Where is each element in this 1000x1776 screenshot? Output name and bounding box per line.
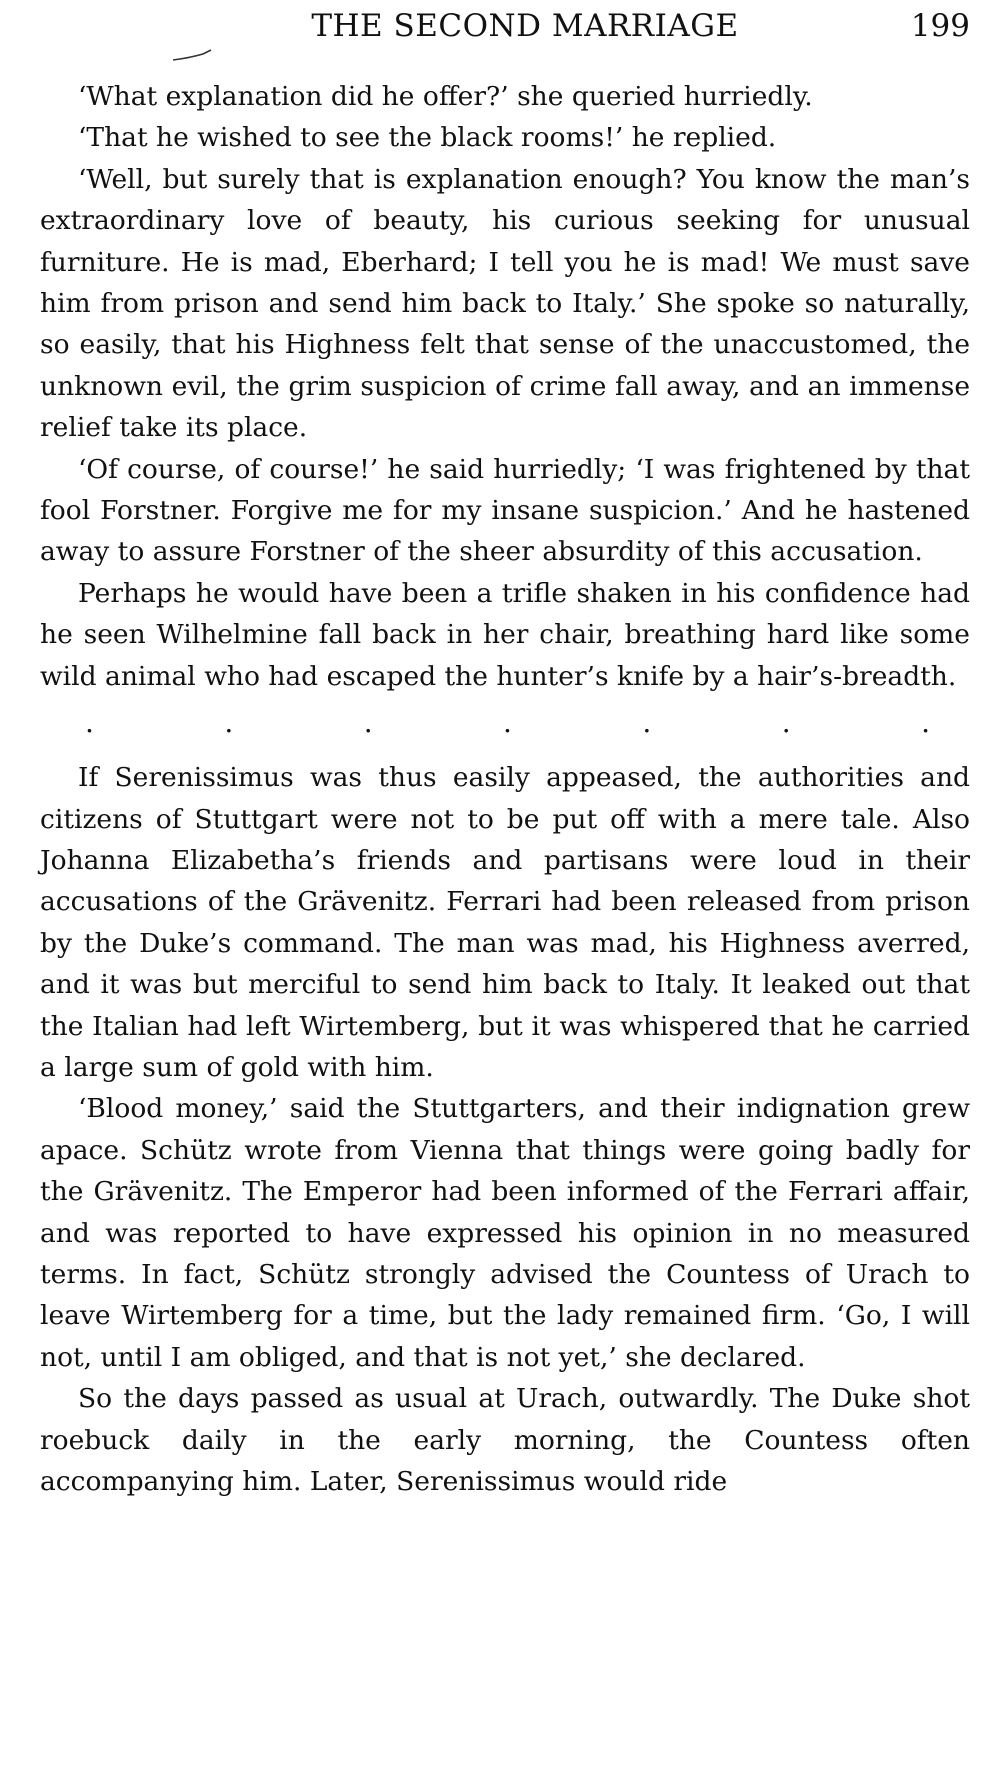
paragraph-4: ‘Of course, of course!’ he said hurriedly; ‘I was frightened by that fool Forstner. Forgive me for my insane suspicion.’ And he hastened away to assure Forstner of the sheer absurdity of this accusation. — [40, 453, 970, 568]
section-break-dot: . — [921, 706, 930, 740]
section-break-dot: . — [363, 706, 373, 740]
paragraph-5: Perhaps he would have been a trifle shaken in his confidence had he seen Wilhelmine fall back in her chair, breathing hard like some wild animal who had escaped the hunter’s knife by a hair’s-breadth. — [40, 577, 970, 692]
stray-ink-mark — [167, 44, 227, 66]
paragraph-8: So the days passed as usual at Urach, outwardly. The Duke shot roebuck daily in the early morning, the Countess often accompanying him. Later, Serenissimus would ride — [40, 1383, 970, 1497]
page-number: 199 — [910, 8, 970, 44]
body-text — [40, 76, 970, 1502]
section-break-dot: . — [781, 706, 791, 740]
section-break-dot: . — [642, 706, 652, 740]
paragraph-2: ‘That he wished to see the black rooms!’ he replied. — [78, 122, 777, 154]
paragraph-1: ‘What explanation did he offer?’ she queried hurriedly. — [78, 81, 813, 112]
section-break-dot: . — [224, 706, 234, 740]
book-page — [40, 0, 970, 1776]
section-break-dot: . — [85, 706, 94, 740]
paragraph-6: If Serenissimus was thus easily appeased, the authorities and citizens of Stuttgart were not to be put off with a mere tale. Also Johanna Elizabetha’s friends and partisans were loud in their accusations of the Grävenitz. Ferrari had been released from prison by the Duke’s command. The man was mad, his Highness averred, and it was but merciful to send him back to Italy. It leaked out that the Italian had left Wirtemberg, but it was whispered that he carried a large sum of gold with him. — [40, 762, 970, 1083]
section-break-dot: . — [503, 706, 512, 740]
section-break — [40, 697, 970, 749]
paragraph-3: ‘Well, but surely that is explanation enough? You know the man’s extraordinary love of beauty, his curious seeking for unusual furniture. He is mad, Eberhard; I tell you he is mad! We must save him from prison and send him back to Italy.’ She spoke so naturally, so easily, that his Highness felt that sense of the unaccustomed, the unknown evil, the grim suspicion of crime fall away, and an immense relief take its place. — [40, 163, 970, 444]
running-title: THE SECOND MARRIAGE — [311, 8, 739, 44]
paragraph-7: ‘Blood money,’ said the Stuttgarters, and their indignation grew apace. Schütz wrote from Vienna that things were going badly for the Grävenitz. The Emperor had been informed of the Ferrari affair, and was reported to have expressed his opinion in no measured terms. In fact, Schütz strongly advised the Countess of Urach to leave Wirtemberg for a time, but the lady remained firm. ‘Go, I will not, until I am obliged, and that is not yet,’ she declared. — [40, 1093, 970, 1373]
